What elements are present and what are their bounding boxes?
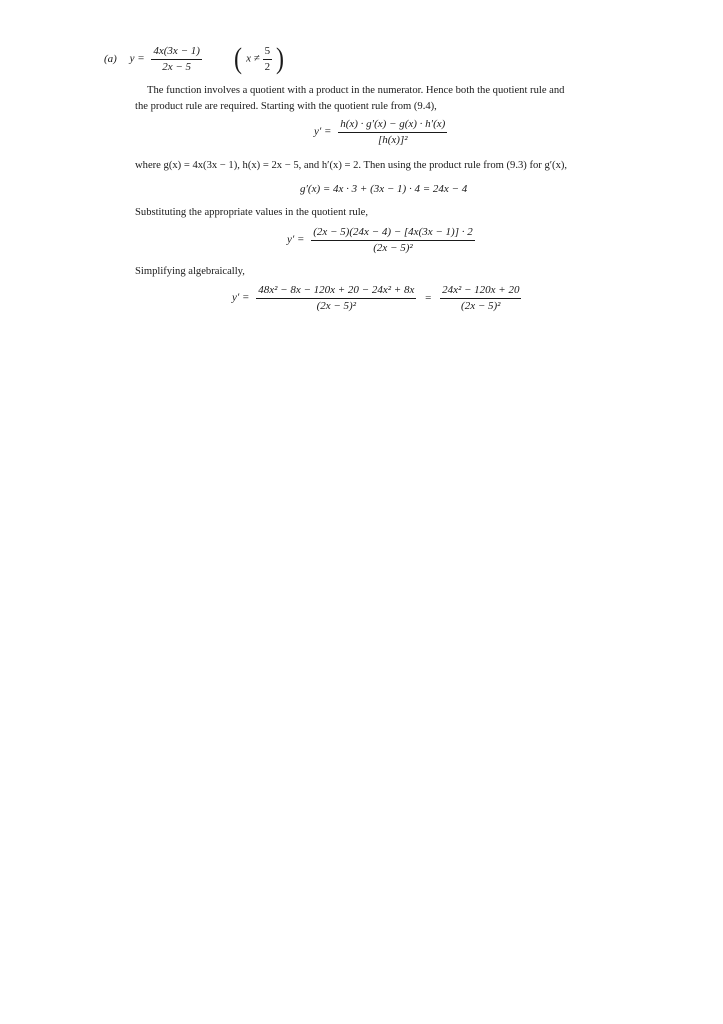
fraction-denominator: (2x − 5)²	[373, 241, 413, 254]
equation-lhs: y′ =	[232, 291, 250, 304]
simplified-equation	[232, 284, 521, 312]
equals-sign: =	[425, 291, 432, 304]
right-paren: )	[275, 42, 284, 75]
left-paren: (	[234, 42, 243, 75]
substituted-equation	[287, 226, 475, 254]
paragraph-simplifying	[135, 264, 659, 280]
paragraph-quotient-intro	[135, 83, 659, 114]
fraction-numerator: 24x² − 120x + 20	[440, 284, 521, 299]
paragraph-line: Simplifying algebraically,	[135, 266, 245, 277]
fraction-numerator: 48x² − 8x − 120x + 20 − 24x² + 8x	[256, 284, 416, 299]
part-label: (a)	[104, 52, 117, 65]
fraction-numerator: 4x(3x − 1)	[151, 45, 202, 60]
fraction-denominator: [h(x)]²	[377, 133, 408, 146]
equation-lhs: y =	[129, 52, 145, 65]
quotient-rule-fraction	[338, 118, 447, 146]
paragraph-line: The function involves a quotient with a product in the numerator. Hence both the quotient rule and	[147, 85, 565, 96]
fraction-denominator: (2x − 5)²	[316, 299, 356, 312]
paragraph-line: the product rule are required. Starting with the quotient rule from (9.4),	[135, 100, 437, 112]
fraction-numerator: h(x) · g′(x) − g(x) · h′(x)	[338, 118, 447, 133]
fraction-denominator: (2x − 5)²	[461, 299, 501, 312]
fraction-denominator: 2x − 5	[162, 60, 192, 73]
paragraph-substituting	[135, 205, 659, 221]
substituted-fraction	[311, 226, 475, 254]
product-rule-equation: g′(x) = 4x · 3 + (3x − 1) · 4 = 24x − 4	[300, 183, 468, 195]
domain-condition-fraction	[263, 45, 273, 73]
given-function-fraction	[151, 45, 202, 73]
fraction-numerator: (2x − 5)(24x − 4) − [4x(3x − 1)] · 2	[311, 226, 475, 241]
quotient-rule-equation	[314, 118, 447, 146]
part-a-equation	[104, 44, 285, 74]
condition-denominator: 2	[264, 60, 271, 73]
equation-lhs: y′ =	[314, 125, 332, 138]
condition-numerator: 5	[263, 45, 273, 60]
paragraph-line: where g(x) = 4x(3x − 1), h(x) = 2x − 5, and h′(x) = 2. Then using the product rule from (9.3) for g′(x),	[135, 160, 568, 171]
expanded-fraction	[256, 284, 416, 312]
domain-condition-lhs: x ≠	[246, 52, 260, 65]
final-fraction	[440, 284, 521, 312]
equation-lhs: y′ =	[287, 233, 305, 246]
paragraph-line: Substituting the appropriate values in the quotient rule,	[135, 207, 369, 218]
paragraph-definitions	[135, 158, 659, 174]
